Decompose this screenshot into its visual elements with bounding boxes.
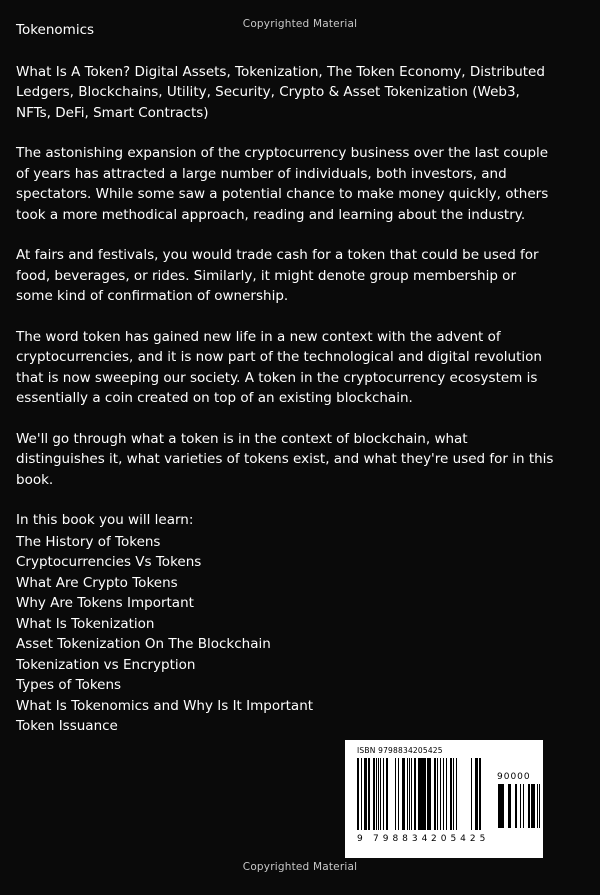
series-title: Tokenomics (16, 22, 95, 38)
barcode-digit-leading: 9 (357, 834, 363, 844)
book-subtitle: What Is A Token? Digital Assets, Tokenization, The Token Economy, Distributed Ledgers, Blockchains, Utility, Security, Crypto & Asset Tokenization (Web3, NFTs, DeFi, Smart Contracts) (16, 63, 545, 121)
list-item: What Is Tokenization (16, 615, 155, 632)
ean13-barcode (357, 758, 481, 830)
barcode-addon (497, 772, 541, 830)
learn-list-heading: In this book you will learn: (16, 512, 194, 529)
list-item: Types of Tokens (16, 677, 122, 694)
blurb-paragraph-3: The word token has gained new life in a new context with the advent of cryptocurrencies, and it is now part of the technological and digital revolution that is now sweeping our society. A token in the cryptocurrency ecosystem is essentially a coin created on top of an existing blockchain. (16, 328, 542, 407)
list-item: The History of Tokens (16, 533, 161, 550)
barcode-digit-group-2: 205425 (431, 834, 490, 844)
list-item: Cryptocurrencies Vs Tokens (16, 554, 202, 571)
addon-bars (497, 784, 541, 828)
back-cover-content (16, 22, 556, 737)
blurb-paragraph-4: We'll go through what a token is in the context of blockchain, what distinguishes it, what varieties of tokens exist, and what they're used for in this book. (16, 430, 554, 488)
isbn-label: ISBN 9798834205425 (357, 746, 443, 755)
blurb-paragraph-2: At fairs and festivals, you would trade cash for a token that could be used for food, beverages, or rides. Similarly, it might denote group membership or some kind of confirmation of ownership. (16, 247, 539, 305)
barcode-block (345, 740, 543, 858)
list-item: Tokenization vs Encryption (16, 656, 196, 673)
learn-list (16, 532, 556, 737)
barcode-bars-row (351, 758, 537, 836)
copyright-notice-top: Copyrighted Material (242, 18, 358, 30)
list-item: Token Issuance (16, 718, 118, 735)
barcode-digit-group-1: 798834 (373, 834, 432, 844)
blurb-paragraph-1: The astonishing expansion of the cryptocurrency business over the last couple of years has attracted a large number of individuals, both investors, and spectators. While some saw a potential chance to make money quickly, others took a more methodical approach, reading and learning about the industry. (16, 145, 549, 223)
list-item: What Are Crypto Tokens (16, 574, 178, 591)
barcode-digits (357, 836, 537, 848)
list-item: Asset Tokenization On The Blockchain (16, 636, 271, 653)
addon-value: 90000 (497, 772, 531, 782)
copyright-notice-bottom: Copyrighted Material (242, 861, 358, 873)
list-item: What Is Tokenomics and Why Is It Important (16, 697, 314, 714)
list-item: Why Are Tokens Important (16, 595, 194, 612)
